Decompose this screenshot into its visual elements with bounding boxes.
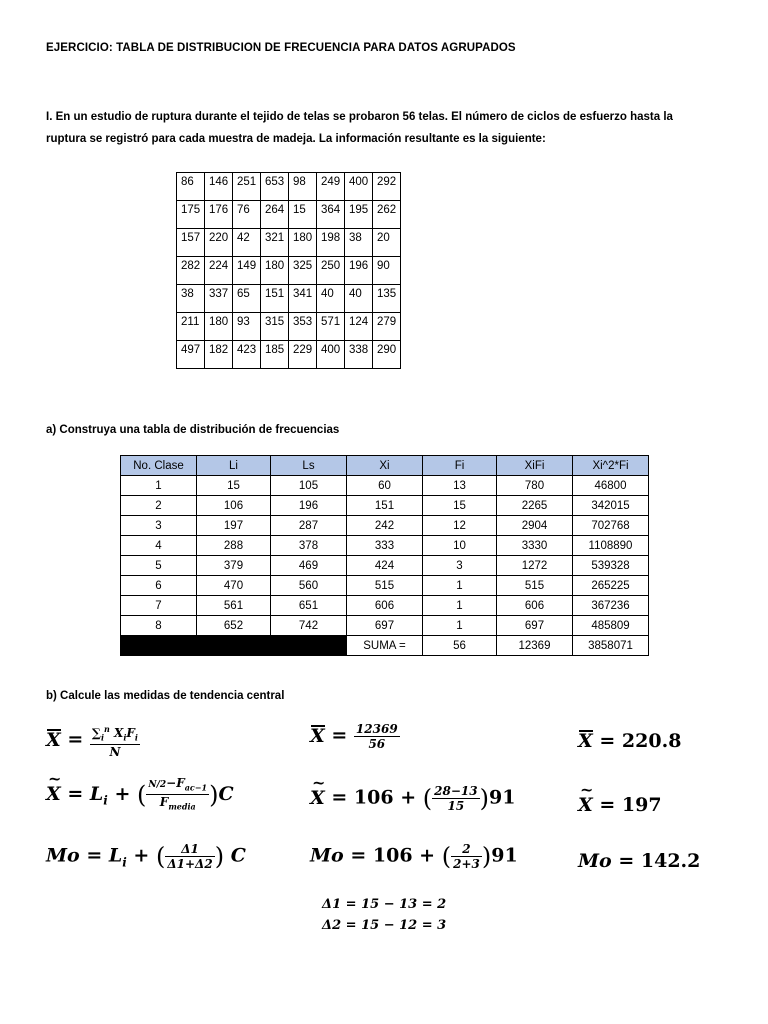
- frequency-cell: 539328: [573, 556, 649, 576]
- raw-data-cell: 98: [289, 173, 317, 201]
- frequency-cell: 515: [497, 576, 573, 596]
- frequency-cell: 196: [271, 496, 347, 516]
- raw-data-cell: 65: [233, 285, 261, 313]
- frequency-cell: 561: [197, 596, 271, 616]
- frequency-cell: 288: [197, 536, 271, 556]
- raw-data-cell: 250: [317, 257, 345, 285]
- mean-substitution: X = $\frac{12369}{56}$: [310, 722, 398, 751]
- raw-data-cell: 251: [233, 173, 261, 201]
- frequency-row: [121, 596, 649, 616]
- raw-data-cell: 262: [373, 201, 401, 229]
- mean-num: 12369: [355, 722, 398, 736]
- frequency-header-row: [121, 456, 649, 476]
- median-substitution: ~ X = 106 + ( $\frac{28-13}{15}$ )91: [310, 784, 515, 813]
- frequency-header-cell: Li: [197, 456, 271, 476]
- frequency-cell: 606: [497, 596, 573, 616]
- frequency-cell: 2: [121, 496, 197, 516]
- raw-data-cell: 279: [373, 313, 401, 341]
- raw-data-cell: 149: [233, 257, 261, 285]
- frequency-cell: 151: [347, 496, 423, 516]
- frequency-header-cell: No. Clase: [121, 456, 197, 476]
- raw-data-cell: 76: [233, 201, 261, 229]
- raw-data-cell: 290: [373, 341, 401, 369]
- intro-line-1: I. En un estudio de ruptura durante el tejido de telas se probaron 56 telas. El número de ciclos de esfuerzo hasta la: [46, 111, 673, 123]
- frequency-row: [121, 536, 649, 556]
- raw-data-cell: 90: [373, 257, 401, 285]
- raw-data-cell: 151: [261, 285, 289, 313]
- median-den: 15: [447, 799, 465, 813]
- raw-data-cell: 175: [177, 201, 205, 229]
- frequency-cell: 3330: [497, 536, 573, 556]
- frequency-cell: 12: [423, 516, 497, 536]
- raw-data-cell: 321: [261, 229, 289, 257]
- frequency-row: [121, 496, 649, 516]
- raw-data-cell: 124: [345, 313, 373, 341]
- frequency-cell: 1: [121, 476, 197, 496]
- problem-statement: [46, 106, 726, 150]
- frequency-row: [121, 476, 649, 496]
- mode-den: 2+3: [453, 857, 480, 871]
- frequency-cell: 1: [423, 596, 497, 616]
- delta-2: Δ2 = 15 − 12 = 3: [322, 918, 447, 933]
- raw-data-cell: 282: [177, 257, 205, 285]
- raw-data-row: [177, 173, 401, 201]
- raw-data-row: [177, 257, 401, 285]
- frequency-cell: 651: [271, 596, 347, 616]
- raw-data-cell: 224: [205, 257, 233, 285]
- frequency-cell: 560: [271, 576, 347, 596]
- frequency-table: [120, 455, 649, 656]
- raw-data-row: [177, 201, 401, 229]
- raw-data-cell: 229: [289, 341, 317, 369]
- frequency-cell: 13: [423, 476, 497, 496]
- frequency-cell: 287: [271, 516, 347, 536]
- frequency-cell: 106: [197, 496, 271, 516]
- raw-data-cell: 653: [261, 173, 289, 201]
- frequency-cell: 5: [121, 556, 197, 576]
- frequency-header-cell: Ls: [271, 456, 347, 476]
- raw-data-row: [177, 229, 401, 257]
- raw-data-cell: 364: [317, 201, 345, 229]
- raw-data-row: [177, 313, 401, 341]
- sum-label: SUMA =: [347, 636, 423, 656]
- frequency-cell: 702768: [573, 516, 649, 536]
- frequency-cell: 242: [347, 516, 423, 536]
- raw-data-table: [176, 172, 401, 369]
- frequency-cell: 1272: [497, 556, 573, 576]
- frequency-header-cell: Xi: [347, 456, 423, 476]
- mean-den: 56: [368, 737, 386, 751]
- frequency-cell: 8: [121, 616, 197, 636]
- mean-formula: X = $\frac{\sum_i^n X_iF_i}{N}$: [46, 724, 138, 760]
- raw-data-cell: 400: [317, 341, 345, 369]
- frequency-row: [121, 516, 649, 536]
- frequency-cell: 379: [197, 556, 271, 576]
- raw-data-cell: 249: [317, 173, 345, 201]
- frequency-cell: 3: [423, 556, 497, 576]
- frequency-cell: 606: [347, 596, 423, 616]
- frequency-header-cell: Xi^2*Fi: [573, 456, 649, 476]
- raw-data-cell: 157: [177, 229, 205, 257]
- frequency-sum-row: [121, 636, 649, 656]
- raw-data-row: [177, 285, 401, 313]
- frequency-cell: 697: [497, 616, 573, 636]
- raw-data-cell: 353: [289, 313, 317, 341]
- median-result-value: 197: [621, 794, 662, 816]
- frequency-cell: 15: [423, 496, 497, 516]
- frequency-cell: 105: [271, 476, 347, 496]
- part-a-label: a) Construya una tabla de distribución de frecuencias: [46, 424, 340, 436]
- raw-data-cell: 38: [177, 285, 205, 313]
- frequency-cell: 2265: [497, 496, 573, 516]
- raw-data-cell: 40: [317, 285, 345, 313]
- frequency-cell: 780: [497, 476, 573, 496]
- frequency-cell: 46800: [573, 476, 649, 496]
- raw-data-cell: 135: [373, 285, 401, 313]
- mode-substitution: Mo = 106 + ( $\frac{2}{2+3}$ )91: [310, 842, 518, 871]
- frequency-cell: 15: [197, 476, 271, 496]
- frequency-cell: 378: [271, 536, 347, 556]
- frequency-cell: 333: [347, 536, 423, 556]
- frequency-cell: 10: [423, 536, 497, 556]
- raw-data-cell: 195: [345, 201, 373, 229]
- mode-formula: $Mo = L_i$ + ( $\frac{\Delta 1}{\Delta 1+\Delta 2}$ ) C: [46, 842, 246, 871]
- raw-data-cell: 182: [205, 341, 233, 369]
- frequency-cell: 265225: [573, 576, 649, 596]
- raw-data-cell: 180: [261, 257, 289, 285]
- frequency-row: [121, 556, 649, 576]
- sum-xifi: 12369: [497, 636, 573, 656]
- raw-data-cell: 497: [177, 341, 205, 369]
- frequency-cell: 367236: [573, 596, 649, 616]
- frequency-header-cell: Fi: [423, 456, 497, 476]
- frequency-cell: 197: [197, 516, 271, 536]
- raw-data-cell: 400: [345, 173, 373, 201]
- frequency-cell: 6: [121, 576, 197, 596]
- raw-data-cell: 571: [317, 313, 345, 341]
- frequency-cell: 697: [347, 616, 423, 636]
- frequency-cell: 1108890: [573, 536, 649, 556]
- sum-fi: 56: [423, 636, 497, 656]
- mean-result: X = 220.8: [578, 730, 682, 752]
- frequency-cell: 1: [423, 616, 497, 636]
- mode-result-value: 142.2: [640, 850, 701, 872]
- raw-data-cell: 220: [205, 229, 233, 257]
- frequency-header-cell: XiFi: [497, 456, 573, 476]
- median-num: 28−13: [434, 784, 478, 798]
- frequency-cell: 60: [347, 476, 423, 496]
- raw-data-cell: 40: [345, 285, 373, 313]
- frequency-row: [121, 616, 649, 636]
- mode-base: 106: [372, 844, 413, 867]
- raw-data-cell: 86: [177, 173, 205, 201]
- median-formula: ~ $X = L_i$ + ( $\frac{N/2-F_{ac-1}}{F_{media}}$ )C: [46, 776, 234, 814]
- raw-data-cell: 180: [205, 313, 233, 341]
- raw-data-cell: 185: [261, 341, 289, 369]
- mode-width: 91: [491, 844, 518, 867]
- raw-data-cell: 264: [261, 201, 289, 229]
- frequency-cell: 742: [271, 616, 347, 636]
- frequency-row: [121, 576, 649, 596]
- frequency-cell: 515: [347, 576, 423, 596]
- raw-data-cell: 211: [177, 313, 205, 341]
- raw-data-cell: 20: [373, 229, 401, 257]
- raw-data-cell: 38: [345, 229, 373, 257]
- mode-num: 2: [451, 842, 482, 857]
- part-b-label: b) Calcule las medidas de tendencia central: [46, 690, 285, 702]
- intro-line-2: ruptura se registró para cada muestra de madeja. La información resultante es la siguiente:: [46, 133, 546, 145]
- frequency-cell: 7: [121, 596, 197, 616]
- raw-data-cell: 146: [205, 173, 233, 201]
- raw-data-cell: 180: [289, 229, 317, 257]
- frequency-cell: 469: [271, 556, 347, 576]
- raw-data-cell: 423: [233, 341, 261, 369]
- raw-data-cell: 15: [289, 201, 317, 229]
- raw-data-cell: 341: [289, 285, 317, 313]
- frequency-cell: 470: [197, 576, 271, 596]
- raw-data-cell: 315: [261, 313, 289, 341]
- raw-data-cell: 325: [289, 257, 317, 285]
- frequency-cell: 652: [197, 616, 271, 636]
- raw-data-cell: 196: [345, 257, 373, 285]
- raw-data-cell: 176: [205, 201, 233, 229]
- median-result: ~ X = 197: [578, 794, 662, 816]
- frequency-cell: 2904: [497, 516, 573, 536]
- raw-data-cell: 338: [345, 341, 373, 369]
- median-base: 106: [353, 786, 394, 809]
- frequency-cell: 1: [423, 576, 497, 596]
- frequency-cell: 3: [121, 516, 197, 536]
- frequency-cell: 485809: [573, 616, 649, 636]
- median-width: 91: [488, 786, 516, 809]
- raw-data-cell: 42: [233, 229, 261, 257]
- frequency-cell: 342015: [573, 496, 649, 516]
- frequency-cell: 4: [121, 536, 197, 556]
- raw-data-cell: 292: [373, 173, 401, 201]
- raw-data-cell: 337: [205, 285, 233, 313]
- sum-xi2fi: 3858071: [573, 636, 649, 656]
- frequency-cell: 424: [347, 556, 423, 576]
- delta-1: Δ1 = 15 − 13 = 2: [322, 897, 447, 912]
- mean-result-value: 220.8: [621, 730, 682, 752]
- page-heading: EJERCICIO: TABLA DE DISTRIBUCION DE FRECUENCIA PARA DATOS AGRUPADOS: [46, 42, 516, 54]
- raw-data-cell: 93: [233, 313, 261, 341]
- raw-data-cell: 198: [317, 229, 345, 257]
- raw-data-row: [177, 341, 401, 369]
- mode-result: Mo = 142.2: [578, 850, 701, 872]
- sum-row-blackout: [121, 636, 347, 656]
